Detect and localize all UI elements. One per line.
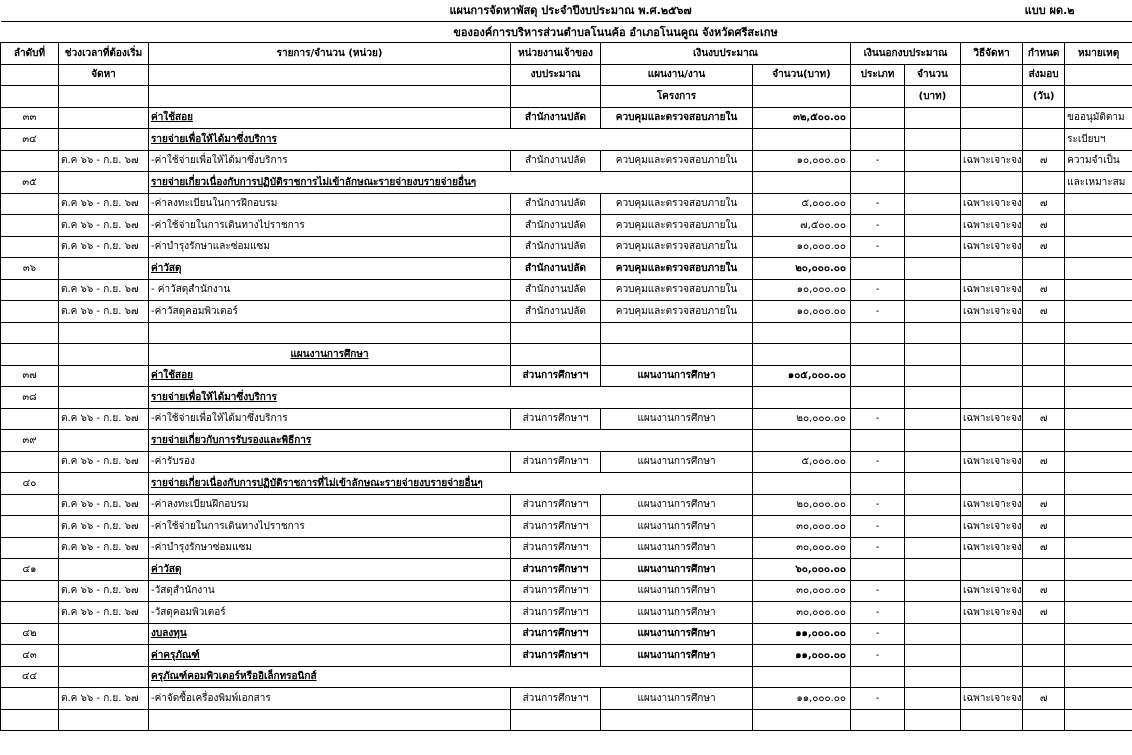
row-number: ๔๒	[1, 623, 59, 645]
row-type: -	[851, 451, 905, 473]
table-row	[1, 623, 1132, 645]
org-title: ขององค์การบริหารส่วนตำบลโนนค้อ อำเภอโนนคูณ จังหวัดศรีสะเกษ	[1, 21, 1132, 43]
row-type: -	[851, 537, 905, 559]
row-unit: ส่วนการศึกษาฯ	[511, 365, 601, 387]
header-delivery: กำหนด	[1023, 43, 1065, 65]
row-method	[961, 645, 1023, 667]
header-delivery-2: ส่งมอบ	[1023, 64, 1065, 86]
row-number	[1, 279, 59, 301]
row-plan: ควบคุมและตรวจสอบภายใน	[601, 193, 753, 215]
row-days: ๗	[1023, 580, 1065, 602]
row-type	[851, 107, 905, 129]
row-amount: ๓๐,๐๐๐.๐๐	[753, 537, 851, 559]
row-item: -ค่าลงทะเบียนฝึกอบรม	[149, 494, 511, 516]
form-code: แบบ ผด.๒	[1024, 4, 1075, 18]
row-remark	[1065, 387, 1132, 409]
row-item: -ค่าจัดซื้อเครื่องพิมพ์เอกสาร	[149, 688, 511, 710]
header-row-3	[1, 86, 1132, 108]
row-remark	[1065, 494, 1132, 516]
row-method: เฉพาะเจาะจง	[961, 279, 1023, 301]
header-plan-2: โครงการ	[601, 86, 753, 108]
table-row	[1, 602, 1132, 624]
row-days: ๗	[1023, 494, 1065, 516]
row-heading: รายจ่ายเกี่ยวเนื่องกับการปฏิบัติราชการที่ไม่เข้าลักษณะรายจ่ายงบรายจ่ายอื่นๆ	[149, 473, 753, 495]
row-plan: แผนงานการศึกษา	[601, 602, 753, 624]
row-period: ต.ค ๖๖ - ก.ย. ๖๗	[59, 408, 149, 430]
row-period: ต.ค ๖๖ - ก.ย. ๖๗	[59, 494, 149, 516]
row-method: เฉพาะเจาะจง	[961, 602, 1023, 624]
row-days: ๗	[1023, 688, 1065, 710]
row-type: -	[851, 688, 905, 710]
table-row	[1, 365, 1132, 387]
row-number	[1, 215, 59, 237]
row-unit: ส่วนการศึกษาฯ	[511, 645, 601, 667]
row-method	[961, 107, 1023, 129]
table-row	[1, 150, 1132, 172]
row-unit: ส่วนการศึกษาฯ	[511, 451, 601, 473]
row-period: ต.ค ๖๖ - ก.ย. ๖๗	[59, 451, 149, 473]
table-row	[1, 107, 1132, 129]
row-method: เฉพาะเจาะจง	[961, 408, 1023, 430]
table-row	[1, 344, 1132, 366]
row-plan: แผนงานการศึกษา	[601, 688, 753, 710]
row-remark	[1065, 215, 1132, 237]
row-remark	[1065, 666, 1132, 688]
row-period: ต.ค ๖๖ - ก.ย. ๖๗	[59, 602, 149, 624]
table-row	[1, 215, 1132, 237]
header-unit: หน่วยงานเจ้าของ	[511, 43, 601, 65]
row-plan: ควบคุมและตรวจสอบภายใน	[601, 258, 753, 280]
row-amount: ๖๐,๐๐๐.๐๐	[753, 559, 851, 581]
row-item: -ค่าใช้จ่ายเพื่อให้ได้มาซึ่งบริการ	[149, 150, 511, 172]
row-number: ๓๕	[1, 172, 59, 194]
row-period	[59, 107, 149, 129]
row-period: ต.ค ๖๖ - ก.ย. ๖๗	[59, 537, 149, 559]
row-number	[1, 236, 59, 258]
table-row	[1, 387, 1132, 409]
row-type	[851, 365, 905, 387]
table-row	[1, 129, 1132, 151]
row-number	[1, 150, 59, 172]
row-days: ๗	[1023, 279, 1065, 301]
row-item: -วัสดุคอมพิวเตอร์	[149, 602, 511, 624]
row-type: -	[851, 236, 905, 258]
row-period: ต.ค ๖๖ - ก.ย. ๖๗	[59, 193, 149, 215]
row-number: ๓๖	[1, 258, 59, 280]
row-method: เฉพาะเจาะจง	[961, 580, 1023, 602]
row-item: -ค่าใช้จ่ายเพื่อให้ได้มาซึ่งบริการ	[149, 408, 511, 430]
row-plan: แผนงานการศึกษา	[601, 580, 753, 602]
row-type: -	[851, 301, 905, 323]
row-period	[59, 559, 149, 581]
row-amount: ๒๐,๐๐๐.๐๐	[753, 494, 851, 516]
row-type: -	[851, 193, 905, 215]
row-item: -ค่ารับรอง	[149, 451, 511, 473]
row-period: ต.ค ๖๖ - ก.ย. ๖๗	[59, 516, 149, 538]
row-period	[59, 365, 149, 387]
row-days: ๗	[1023, 451, 1065, 473]
header-plan: แผนงาน/งาน	[601, 64, 753, 86]
table-row	[1, 322, 1132, 344]
table-row	[1, 172, 1132, 194]
header-row-1	[1, 43, 1132, 65]
header-method: วิธีจัดหา	[961, 43, 1023, 65]
row-amount: ๕,๐๐๐.๐๐	[753, 451, 851, 473]
row-remark	[1065, 236, 1132, 258]
row-days: ๗	[1023, 215, 1065, 237]
row-amount: ๑๐,๐๐๐.๐๐	[753, 301, 851, 323]
table-row	[1, 494, 1132, 516]
row-remark	[1065, 258, 1132, 280]
row-remark	[1065, 688, 1132, 710]
row-days: ๗	[1023, 408, 1065, 430]
row-number: ๔๐	[1, 473, 59, 495]
row-unit: สำนักงานปลัด	[511, 236, 601, 258]
table-row	[1, 408, 1132, 430]
row-remark	[1065, 279, 1132, 301]
row-method: เฉพาะเจาะจง	[961, 688, 1023, 710]
row-type	[851, 559, 905, 581]
row-amount: ๒๐,๐๐๐.๐๐	[753, 408, 851, 430]
row-unit: ส่วนการศึกษาฯ	[511, 537, 601, 559]
section-title: แผนงานการศึกษา	[149, 344, 511, 366]
row-period: ต.ค ๖๖ - ก.ย. ๖๗	[59, 279, 149, 301]
table-row	[1, 666, 1132, 688]
row-remark	[1065, 193, 1132, 215]
row-amount: ๗,๕๐๐.๐๐	[753, 215, 851, 237]
table-row	[1, 688, 1132, 710]
row-number: ๓๙	[1, 430, 59, 452]
row-method	[961, 623, 1023, 645]
table-row	[1, 559, 1132, 581]
header-no: ลำดับที่	[1, 43, 59, 65]
row-number: ๓๘	[1, 387, 59, 409]
plan-title: แผนการจัดหาพัสดุ ประจำปีงบประมาณ พ.ศ.๒๕๖๗	[449, 4, 692, 18]
header-amount2-unit: (บาท)	[905, 86, 961, 108]
row-days	[1023, 107, 1065, 129]
header-remark: หมายเหตุ	[1065, 43, 1132, 65]
table-row	[1, 537, 1132, 559]
row-remark	[1065, 516, 1132, 538]
header-amount2: จำนวน	[905, 64, 961, 86]
row-number	[1, 301, 59, 323]
row-remark	[1065, 430, 1132, 452]
row-remark: ความจำเป็น	[1065, 150, 1132, 172]
row-remark	[1065, 602, 1132, 624]
row-remark	[1065, 645, 1132, 667]
header-period-2: จัดหา	[59, 64, 149, 86]
row-method	[961, 559, 1023, 581]
row-number: ๓๓	[1, 107, 59, 129]
row-method: เฉพาะเจาะจง	[961, 193, 1023, 215]
row-remark: ระเบียบฯ	[1065, 129, 1132, 151]
table-row	[1, 236, 1132, 258]
table-row	[1, 193, 1132, 215]
row-unit: ส่วนการศึกษาฯ	[511, 602, 601, 624]
row-item: - ค่าวัสดุสำนักงาน	[149, 279, 511, 301]
row-plan: แผนงานการศึกษา	[601, 408, 753, 430]
row-days: ๗	[1023, 193, 1065, 215]
row-unit: สำนักงานปลัด	[511, 301, 601, 323]
row-item: งบลงทุน	[149, 623, 511, 645]
row-item: -ค่าใช้จ่ายในการเดินทางไปราชการ	[149, 516, 511, 538]
row-remark	[1065, 559, 1132, 581]
row-heading: ครุภัณฑ์คอมพิวเตอร์หรืออิเล็กทรอนิกส์	[149, 666, 753, 688]
row-days: ๗	[1023, 236, 1065, 258]
row-days	[1023, 645, 1065, 667]
row-number	[1, 494, 59, 516]
row-type: -	[851, 580, 905, 602]
row-plan: ควบคุมและตรวจสอบภายใน	[601, 215, 753, 237]
row-days	[1023, 258, 1065, 280]
row-plan: ควบคุมและตรวจสอบภายใน	[601, 301, 753, 323]
row-remark	[1065, 451, 1132, 473]
row-remark	[1065, 408, 1132, 430]
row-amount: ๑๑,๐๐๐.๐๐	[753, 645, 851, 667]
row-unit: สำนักงานปลัด	[511, 150, 601, 172]
row-number	[1, 580, 59, 602]
row-days	[1023, 365, 1065, 387]
row-amount: ๑๐,๐๐๐.๐๐	[753, 236, 851, 258]
row-type: -	[851, 645, 905, 667]
row-unit: สำนักงานปลัด	[511, 215, 601, 237]
row-period: ต.ค ๖๖ - ก.ย. ๖๗	[59, 580, 149, 602]
row-days: ๗	[1023, 516, 1065, 538]
row-period	[59, 258, 149, 280]
header-delivery-3: (วัน)	[1023, 86, 1065, 108]
header-budget: เงินงบประมาณ	[601, 43, 851, 65]
header-amount: จำนวน(บาท)	[753, 64, 851, 86]
table-row	[1, 473, 1132, 495]
row-days: ๗	[1023, 301, 1065, 323]
row-plan: แผนงานการศึกษา	[601, 451, 753, 473]
row-plan: แผนงานการศึกษา	[601, 623, 753, 645]
row-method: เฉพาะเจาะจง	[961, 494, 1023, 516]
row-amount: ๑๐,๐๐๐.๐๐	[753, 150, 851, 172]
header-period: ช่วงเวลาที่ต้องเริ่ม	[59, 43, 149, 65]
row-days: ๗	[1023, 602, 1065, 624]
row-period: ต.ค ๖๖ - ก.ย. ๖๗	[59, 688, 149, 710]
row-period: ต.ค ๖๖ - ก.ย. ๖๗	[59, 236, 149, 258]
row-number	[1, 537, 59, 559]
row-type	[851, 258, 905, 280]
row-number: ๔๔	[1, 666, 59, 688]
row-heading: รายจ่ายเกี่ยวกับการรับรองและพิธีการ	[149, 430, 753, 452]
row-method: เฉพาะเจาะจง	[961, 150, 1023, 172]
row-remark	[1065, 473, 1132, 495]
table-row	[1, 709, 1132, 731]
row-unit: ส่วนการศึกษาฯ	[511, 580, 601, 602]
row-plan: แผนงานการศึกษา	[601, 645, 753, 667]
org-row	[1, 21, 1132, 43]
row-type: -	[851, 623, 905, 645]
row-number: ๓๗	[1, 365, 59, 387]
header-row-2	[1, 64, 1132, 86]
row-method: เฉพาะเจาะจง	[961, 301, 1023, 323]
row-item: -ค่าบำรุงรักษาซ่อมแซม	[149, 537, 511, 559]
table-row	[1, 279, 1132, 301]
row-item: ค่าใช้สอย	[149, 365, 511, 387]
row-plan: แผนงานการศึกษา	[601, 537, 753, 559]
row-method: เฉพาะเจาะจง	[961, 516, 1023, 538]
row-item: -ค่าลงทะเบียนในการฝึกอบรม	[149, 193, 511, 215]
row-remark: ขออนุมัติตาม	[1065, 107, 1132, 129]
header-offbudget: เงินนอกงบประมาณ	[851, 43, 961, 65]
row-plan: แผนงานการศึกษา	[601, 494, 753, 516]
table-row	[1, 430, 1132, 452]
row-item: -ค่าวัสดุคอมพิวเตอร์	[149, 301, 511, 323]
row-heading: รายจ่ายเพื่อให้ได้มาซึ่งบริการ	[149, 129, 753, 151]
row-type: -	[851, 279, 905, 301]
table-row	[1, 258, 1132, 280]
row-remark	[1065, 365, 1132, 387]
row-item: ค่าวัสดุ	[149, 559, 511, 581]
row-unit: ส่วนการศึกษาฯ	[511, 408, 601, 430]
row-method: เฉพาะเจาะจง	[961, 215, 1023, 237]
row-number: ๔๑	[1, 559, 59, 581]
row-remark	[1065, 623, 1132, 645]
table-row	[1, 516, 1132, 538]
row-days	[1023, 559, 1065, 581]
row-amount: ๑๑,๐๐๐.๐๐	[753, 688, 851, 710]
row-period: ต.ค ๖๖ - ก.ย. ๖๗	[59, 215, 149, 237]
row-unit: ส่วนการศึกษาฯ	[511, 688, 601, 710]
row-amount: ๑๐,๐๐๐.๐๐	[753, 279, 851, 301]
row-number: ๓๔	[1, 129, 59, 151]
row-amount: ๓๐,๐๐๐.๐๐	[753, 580, 851, 602]
row-method	[961, 258, 1023, 280]
row-unit: สำนักงานปลัด	[511, 193, 601, 215]
row-type: -	[851, 408, 905, 430]
row-type: -	[851, 215, 905, 237]
row-item: -วัสดุสำนักงาน	[149, 580, 511, 602]
header-unit-2: งบประมาณ	[511, 64, 601, 86]
row-number	[1, 602, 59, 624]
row-item: ค่าใช้สอย	[149, 107, 511, 129]
row-period: ต.ค ๖๖ - ก.ย. ๖๗	[59, 150, 149, 172]
row-unit: ส่วนการศึกษาฯ	[511, 559, 601, 581]
row-plan: ควบคุมและตรวจสอบภายใน	[601, 279, 753, 301]
row-number	[1, 408, 59, 430]
row-plan: แผนงานการศึกษา	[601, 559, 753, 581]
row-type: -	[851, 602, 905, 624]
row-remark	[1065, 580, 1132, 602]
table-row	[1, 301, 1132, 323]
row-amount: ๓๐,๐๐๐.๐๐	[753, 602, 851, 624]
row-method: เฉพาะเจาะจง	[961, 236, 1023, 258]
row-method: เฉพาะเจาะจง	[961, 537, 1023, 559]
row-plan: ควบคุมและตรวจสอบภายใน	[601, 150, 753, 172]
row-method	[961, 365, 1023, 387]
row-amount: ๓๒,๕๐๐.๐๐	[753, 107, 851, 129]
row-plan: ควบคุมและตรวจสอบภายใน	[601, 107, 753, 129]
row-unit: สำนักงานปลัด	[511, 279, 601, 301]
row-amount: ๒๐,๐๐๐.๐๐	[753, 258, 851, 280]
header-item: รายการ/จำนวน (หน่วย)	[149, 43, 511, 65]
row-remark	[1065, 537, 1132, 559]
title-row	[1, 0, 1132, 21]
row-number	[1, 688, 59, 710]
row-plan: แผนงานการศึกษา	[601, 516, 753, 538]
row-number	[1, 193, 59, 215]
row-unit: ส่วนการศึกษาฯ	[511, 623, 601, 645]
row-plan: แผนงานการศึกษา	[601, 365, 753, 387]
row-item: ค่าครุภัณฑ์	[149, 645, 511, 667]
row-type: -	[851, 516, 905, 538]
row-remark: และเหมาะสม	[1065, 172, 1132, 194]
table-row	[1, 451, 1132, 473]
table-row	[1, 645, 1132, 667]
row-period	[59, 623, 149, 645]
row-unit: ส่วนการศึกษาฯ	[511, 516, 601, 538]
row-period	[59, 645, 149, 667]
row-number	[1, 451, 59, 473]
row-type: -	[851, 494, 905, 516]
row-days	[1023, 623, 1065, 645]
row-method: เฉพาะเจาะจง	[961, 451, 1023, 473]
row-item: ค่าวัสดุ	[149, 258, 511, 280]
header-type: ประเภท	[851, 64, 905, 86]
row-days: ๗	[1023, 537, 1065, 559]
row-number: ๔๓	[1, 645, 59, 667]
table-row	[1, 580, 1132, 602]
row-item: -ค่าบำรุงรักษาและซ่อมแซม	[149, 236, 511, 258]
row-days: ๗	[1023, 150, 1065, 172]
row-remark	[1065, 301, 1132, 323]
row-heading: รายจ่ายเพื่อให้ได้มาซึ่งบริการ	[149, 387, 753, 409]
row-amount: ๕,๐๐๐.๐๐	[753, 193, 851, 215]
row-period: ต.ค ๖๖ - ก.ย. ๖๗	[59, 301, 149, 323]
row-type: -	[851, 150, 905, 172]
row-unit: ส่วนการศึกษาฯ	[511, 494, 601, 516]
row-unit: สำนักงานปลัด	[511, 107, 601, 129]
row-amount: ๓๐,๐๐๐.๐๐	[753, 516, 851, 538]
row-number	[1, 516, 59, 538]
row-unit: สำนักงานปลัด	[511, 258, 601, 280]
row-heading: รายจ่ายเกี่ยวเนื่องกับการปฏิบัติราชการไม่เข้าลักษณะรายจ่ายงบรายจ่ายอื่นๆ	[149, 172, 753, 194]
row-plan: ควบคุมและตรวจสอบภายใน	[601, 236, 753, 258]
row-amount: ๑๑,๐๐๐.๐๐	[753, 623, 851, 645]
row-amount: ๑๐๕,๐๐๐.๐๐	[753, 365, 851, 387]
row-item: -ค่าใช้จ่ายในการเดินทางไปราชการ	[149, 215, 511, 237]
